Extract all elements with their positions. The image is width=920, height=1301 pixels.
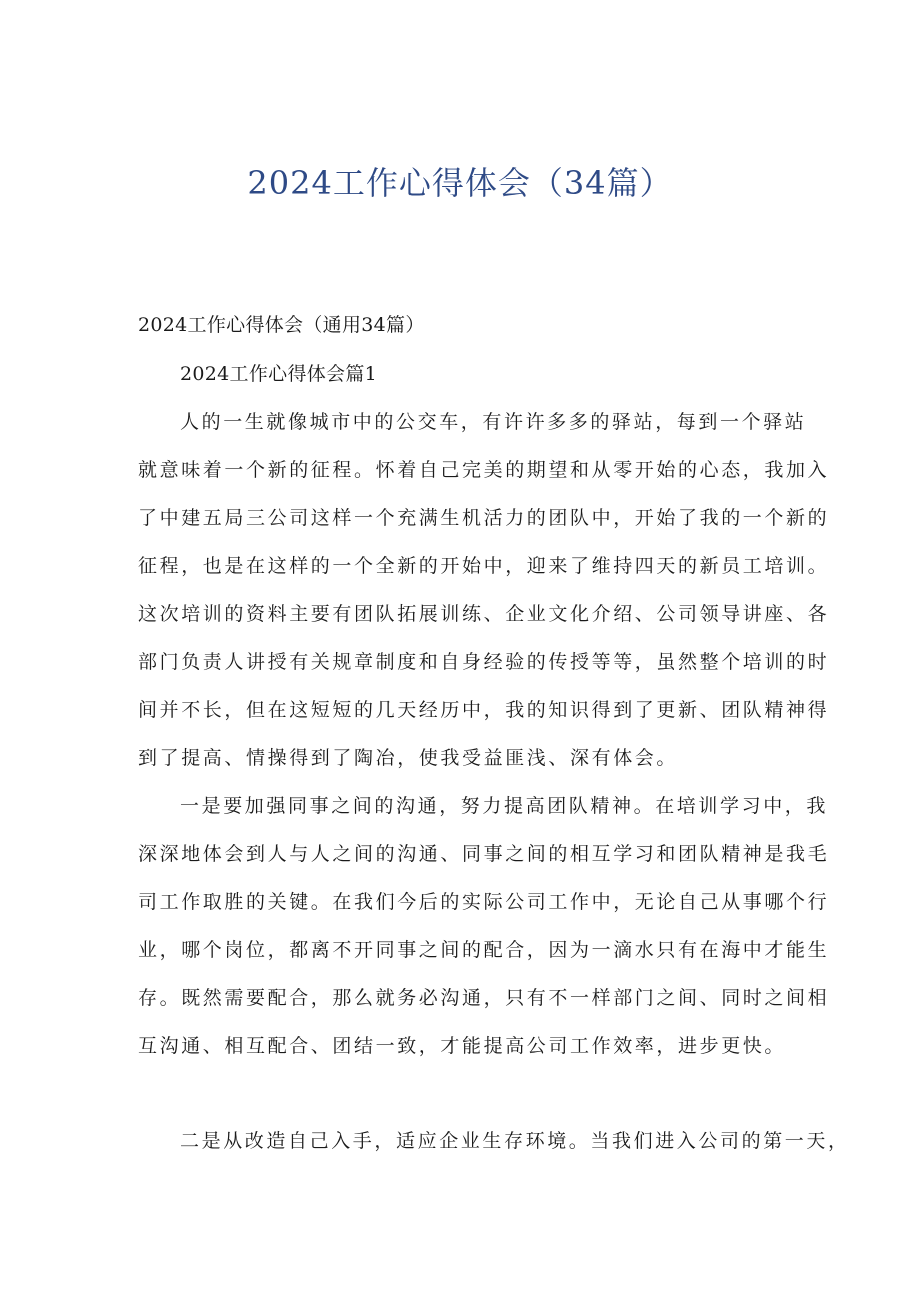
- section-heading: 2024工作心得体会篇1: [180, 363, 378, 385]
- paragraph-line: 人的一生就像城市中的公交车，有许许多多的驿站，每到一个驿站: [180, 411, 807, 433]
- paragraph-line: 司工作取胜的关键。在我们今后的实际公司工作中，无论自己从事哪个行: [138, 891, 830, 913]
- document-subtitle: 2024工作心得体会（通用34篇）: [138, 314, 425, 336]
- paragraph-line: 部门负责人讲授有关规章制度和自身经验的传授等等，虽然整个培训的时: [138, 651, 830, 673]
- paragraph-line: 了中建五局三公司这样一个充满生机活力的团队中，开始了我的一个新的: [138, 507, 830, 529]
- paragraph-line: 间并不长，但在这短短的几天经历中，我的知识得到了更新、团队精神得: [138, 699, 830, 721]
- document-title: 2024工作心得体会（34篇）: [247, 164, 673, 202]
- paragraph-line: 二是从改造自己入手，适应企业生存环境。当我们进入公司的第一天，: [180, 1130, 850, 1152]
- paragraph-line: 互沟通、相互配合、团结一致，才能提高公司工作效率，进步更快。: [138, 1035, 787, 1057]
- paragraph-line: 深深地体会到人与人之间的沟通、同事之间的相互学习和团队精神是我毛: [138, 843, 830, 865]
- paragraph-line: 就意味着一个新的征程。怀着自己完美的期望和从零开始的心态，我加入: [138, 459, 830, 481]
- paragraph-line: 存。既然需要配合，那么就务必沟通，只有不一样部门之间、同时之间相: [138, 987, 830, 1009]
- paragraph-line: 这次培训的资料主要有团队拓展训练、企业文化介绍、公司领导讲座、各: [138, 603, 830, 625]
- paragraph-line: 到了提高、情操得到了陶冶，使我受益匪浅、深有体会。: [138, 747, 679, 769]
- paragraph-line: 征程，也是在这样的一个全新的开始中，迎来了维持四天的新员工培训。: [138, 555, 830, 577]
- paragraph-line: 一是要加强同事之间的沟通，努力提高团队精神。在培训学习中，我: [180, 795, 829, 817]
- paragraph-line: 业，哪个岗位，都离不开同事之间的配合，因为一滴水只有在海中才能生: [138, 939, 830, 961]
